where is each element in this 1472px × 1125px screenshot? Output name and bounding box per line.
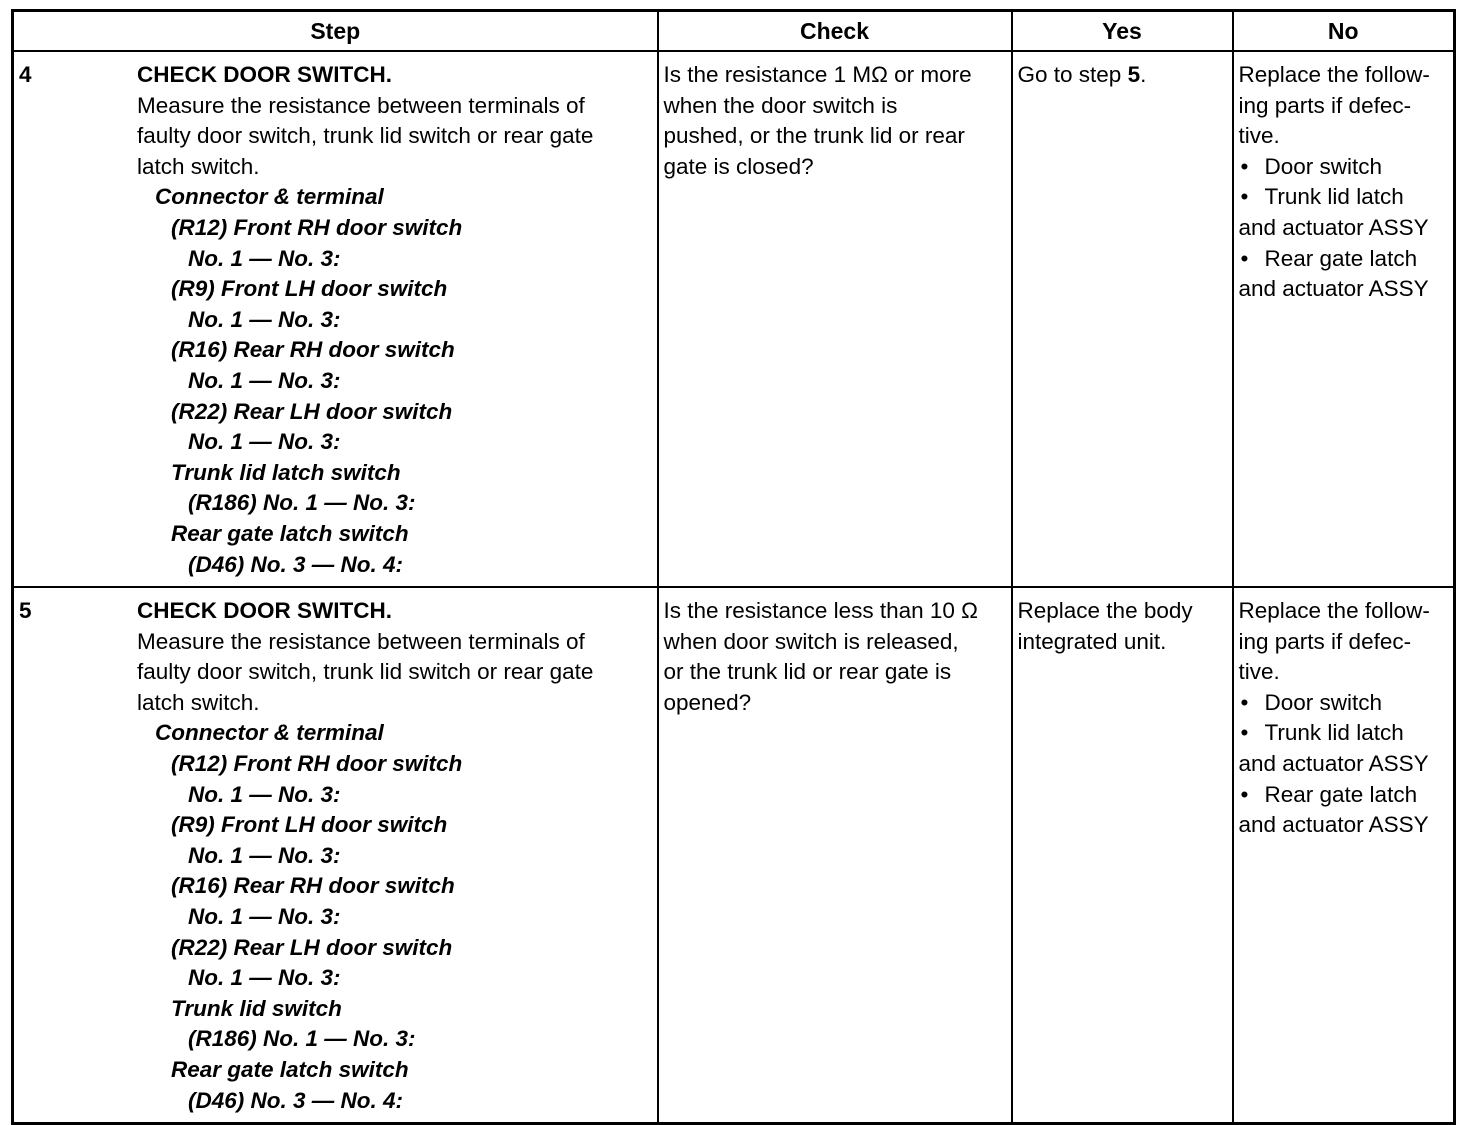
no-line: tive. [1238, 123, 1280, 149]
header-no: No [1233, 11, 1455, 52]
terminal-name: (R22) Rear LH door switch [171, 934, 453, 960]
no-line: tive. [1238, 659, 1280, 685]
check-cell [658, 587, 1012, 1124]
replace-part-continued: and actuator ASSY [1238, 276, 1429, 302]
replace-part-item [1239, 152, 1450, 183]
replace-part-continued: and actuator ASSY [1238, 812, 1429, 838]
terminal-name: Trunk lid switch [171, 995, 342, 1021]
check-line: or the trunk lid or rear gate is [663, 659, 952, 685]
bullet-icon: • [1240, 781, 1249, 807]
header-step: Step [13, 11, 658, 52]
replace-part-item [1239, 780, 1450, 811]
terminal-pins: (D46) No. 3 — No. 4: [188, 551, 404, 577]
diagnostic-table [11, 9, 1456, 1125]
terminal-name: (R12) Front RH door switch [171, 751, 463, 777]
no-cell [1233, 587, 1455, 1124]
check-line: Is the resistance 1 MΩ or more [663, 62, 972, 87]
terminal-pins: No. 1 — No. 3: [188, 367, 341, 393]
yes-cell [1012, 51, 1233, 587]
check-line: Is the resistance less than 10 Ω [663, 598, 978, 624]
check-line: when the door switch is [663, 92, 898, 118]
yes-line: integrated unit. [1017, 628, 1167, 654]
header-check: Check [658, 11, 1012, 52]
replace-part-first-line: Trunk lid latch [1264, 184, 1404, 210]
replace-part-first-line: Rear gate latch [1264, 245, 1418, 271]
terminal-pins: No. 1 — No. 3: [188, 429, 341, 455]
step-cell [13, 587, 658, 1124]
terminal-pins: No. 1 — No. 3: [188, 306, 341, 332]
no-line: ing parts if defec- [1238, 92, 1412, 118]
connector-terminal-label: Connector & terminal [155, 720, 384, 746]
terminal-name: (R22) Rear LH door switch [171, 398, 453, 424]
terminal-pins: (R186) No. 1 — No. 3: [188, 490, 416, 516]
replace-part-continued: and actuator ASSY [1238, 214, 1429, 240]
terminal-name: (R9) Front LH door switch [171, 812, 448, 838]
check-line: gate is closed? [663, 153, 814, 179]
step-description-line: Measure the resistance between terminals of [137, 92, 585, 118]
replace-part-first-line: Trunk lid latch [1264, 720, 1404, 746]
bullet-icon: • [1240, 184, 1249, 210]
check-line: opened? [663, 689, 752, 715]
replace-part-item [1239, 688, 1450, 719]
replace-part-first-line: Rear gate latch [1264, 781, 1418, 807]
yes-cell [1012, 587, 1233, 1124]
replace-part-item [1239, 182, 1450, 213]
replace-part-continued: and actuator ASSY [1238, 751, 1429, 777]
terminal-name: (R9) Front LH door switch [171, 276, 448, 302]
bullet-icon: • [1240, 245, 1249, 271]
check-line: pushed, or the trunk lid or rear [663, 123, 965, 149]
step-description-line: latch switch. [137, 153, 260, 179]
replace-part-first-line: Door switch [1264, 689, 1383, 715]
bullet-icon: • [1240, 720, 1249, 746]
yes-line [1018, 60, 1228, 91]
terminal-pins: No. 1 — No. 3: [188, 965, 341, 991]
step-description-line: latch switch. [137, 689, 260, 715]
check-line: when door switch is released, [663, 628, 959, 654]
no-line: ing parts if defec- [1238, 628, 1412, 654]
connector-terminal-label: Connector & terminal [155, 184, 384, 210]
yes-step-ref: 5 [1127, 62, 1141, 87]
check-cell [658, 51, 1012, 587]
step-description-line: faulty door switch, trunk lid switch or rear gate [137, 659, 594, 685]
terminal-pins: No. 1 — No. 3: [188, 842, 341, 868]
bullet-icon: • [1240, 689, 1249, 715]
replace-part-first-line: Door switch [1264, 153, 1383, 179]
terminal-name: (R16) Rear RH door switch [171, 873, 455, 899]
bullet-icon: • [1240, 153, 1249, 179]
terminal-name: (R16) Rear RH door switch [171, 337, 455, 363]
terminal-name: Rear gate latch switch [171, 520, 409, 546]
terminal-pins: No. 1 — No. 3: [188, 781, 341, 807]
step-title: CHECK DOOR SWITCH. [137, 598, 392, 624]
yes-prefix: Go to step [1017, 62, 1128, 87]
replace-part-item [1239, 244, 1450, 275]
terminal-name: Trunk lid latch switch [171, 459, 401, 485]
terminal-pins: No. 1 — No. 3: [188, 904, 341, 930]
step-description-line: faulty door switch, trunk lid switch or rear gate [137, 123, 594, 149]
step-number: 4 [19, 62, 32, 87]
terminal-name: (R12) Front RH door switch [171, 214, 463, 240]
header-row [13, 11, 1455, 52]
terminal-pins: (D46) No. 3 — No. 4: [188, 1087, 404, 1113]
terminal-name: Rear gate latch switch [171, 1057, 409, 1082]
step-row [13, 51, 1455, 587]
yes-suffix: . [1140, 62, 1147, 87]
step-number: 5 [19, 598, 32, 624]
yes-line: Replace the body [1017, 598, 1193, 624]
no-cell [1233, 51, 1455, 587]
step-row [13, 587, 1455, 1124]
no-line: Replace the follow- [1238, 62, 1430, 87]
terminal-pins: (R186) No. 1 — No. 3: [188, 1026, 416, 1052]
step-cell [13, 51, 658, 587]
step-description-line: Measure the resistance between terminals of [137, 628, 585, 654]
no-line: Replace the follow- [1238, 598, 1430, 624]
step-title: CHECK DOOR SWITCH. [137, 62, 392, 87]
header-yes: Yes [1012, 11, 1233, 52]
terminal-pins: No. 1 — No. 3: [188, 245, 341, 271]
replace-part-item [1239, 718, 1450, 749]
